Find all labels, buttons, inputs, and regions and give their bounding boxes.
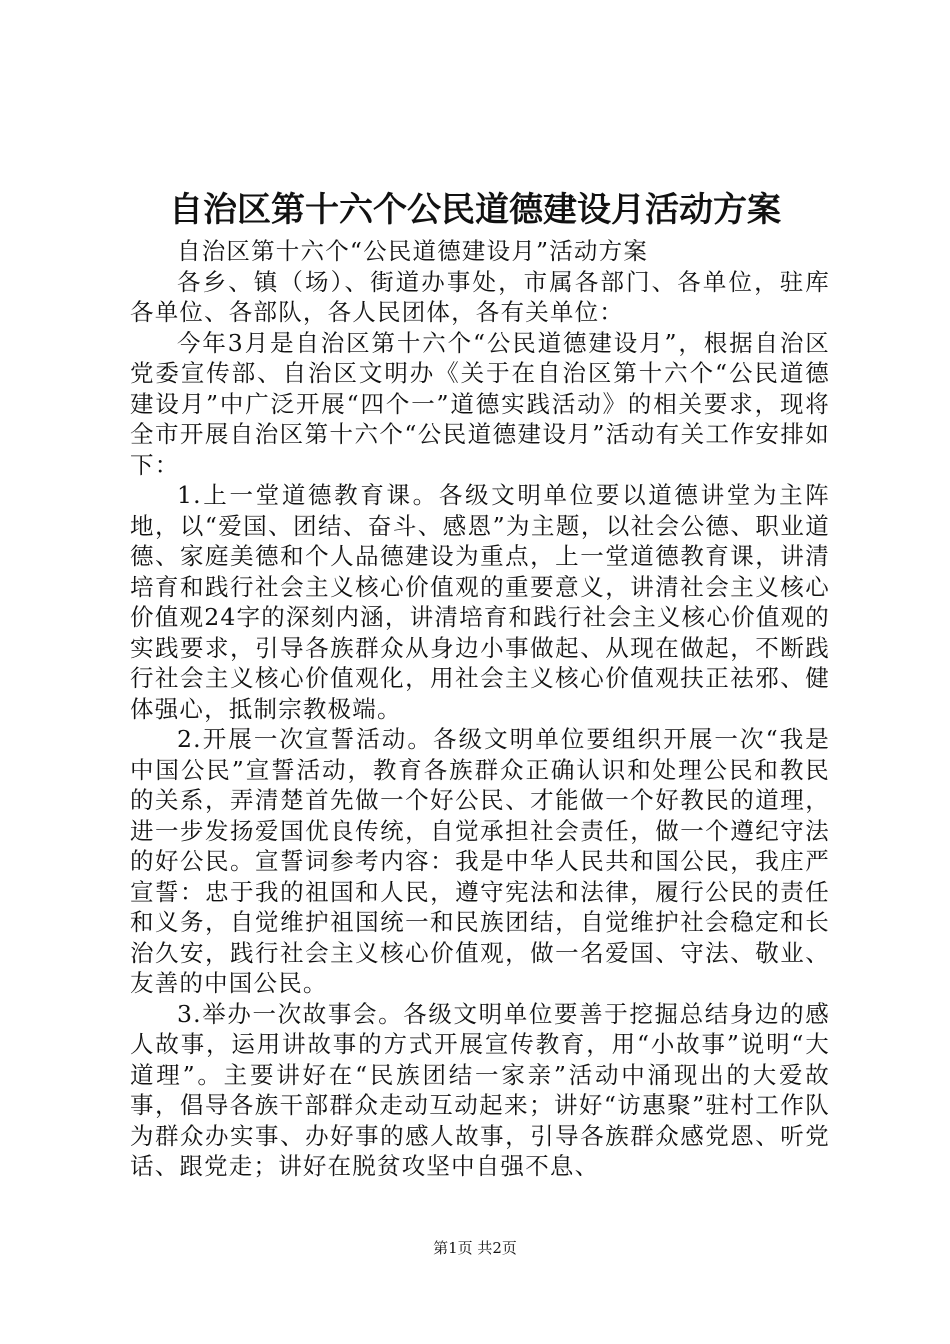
subtitle-paragraph: 自治区第十六个“公民道德建设月”活动方案 bbox=[177, 237, 649, 265]
document-body bbox=[130, 236, 830, 1182]
item-1-paragraph: 1.上一堂道德教育课。各级文明单位要以道德讲堂为主阵地，以“爱国、团结、奋斗、感恩”为主题，以社会公德、职业道德、家庭美德和个人品德建设为重点，上一堂道德教育课，讲清培育和践行社会主义核心价值观的重要意义，讲清社会主义核心价值观24字的深刻内涵，讲清培育和践行社会主义核心价值观的实践要求，引导各族群众从身边小事做起、从现在做起，不断践行社会主义核心价值观化，用社会主义核心价值观扶正祛邪、健体强心，抵制宗教极端。 bbox=[130, 481, 830, 723]
item-3-paragraph: 3.举办一次故事会。各级文明单位要善于挖掘总结身边的感人故事，运用讲故事的方式开展宣传教育，用“小故事”说明“大道理”。主要讲好在“民族团结一家亲”活动中涌现出的大爱故事，倡导各族干部群众走动互动起来；讲好“访惠聚”驻村工作队为群众办实事、办好事的感人故事，引导各族群众感党恩、听党话、跟党走；讲好在脱贫攻坚中自强不息、 bbox=[130, 999, 830, 1180]
document-title: 自治区第十六个公民道德建设月活动方案 bbox=[169, 190, 781, 230]
item-2-paragraph: 2.开展一次宣誓活动。各级文明单位要组织开展一次“我是中国公民”宣誓活动，教育各族群众正确认识和处理公民和教民的关系，弄清楚首先做一个好公民、才能做一个好教民的道理，进一步发扬爱国优良传统，自觉承担社会责任，做一个遵纪守法的好公民。宣誓词参考内容：我是中华人民共和国公民，我庄严宣誓：忠于我的祖国和人民，遵守宪法和法律，履行公民的责任和义务，自觉维护祖国统一和民族团结，自觉维护社会稳定和长治久安，践行社会主义核心价值观，做一名爱国、守法、敬业、友善的中国公民。 bbox=[130, 725, 830, 997]
page-number-footer: 第1页 共2页 bbox=[433, 1239, 517, 1257]
intro-paragraph: 今年3月是自治区第十六个“公民道德建设月”，根据自治区党委宣传部、自治区文明办《关于在自治区第十六个“公民道德建设月”中广泛开展“四个一”道德实践活动》的相关要求，现将全市开展自治区第十六个“公民道德建设月”活动有关工作安排如下： bbox=[130, 328, 830, 479]
addressee-paragraph: 各乡、镇（场）、街道办事处，市属各部门、各单位，驻库各单位、各部队，各人民团体，各有关单位： bbox=[130, 267, 830, 326]
